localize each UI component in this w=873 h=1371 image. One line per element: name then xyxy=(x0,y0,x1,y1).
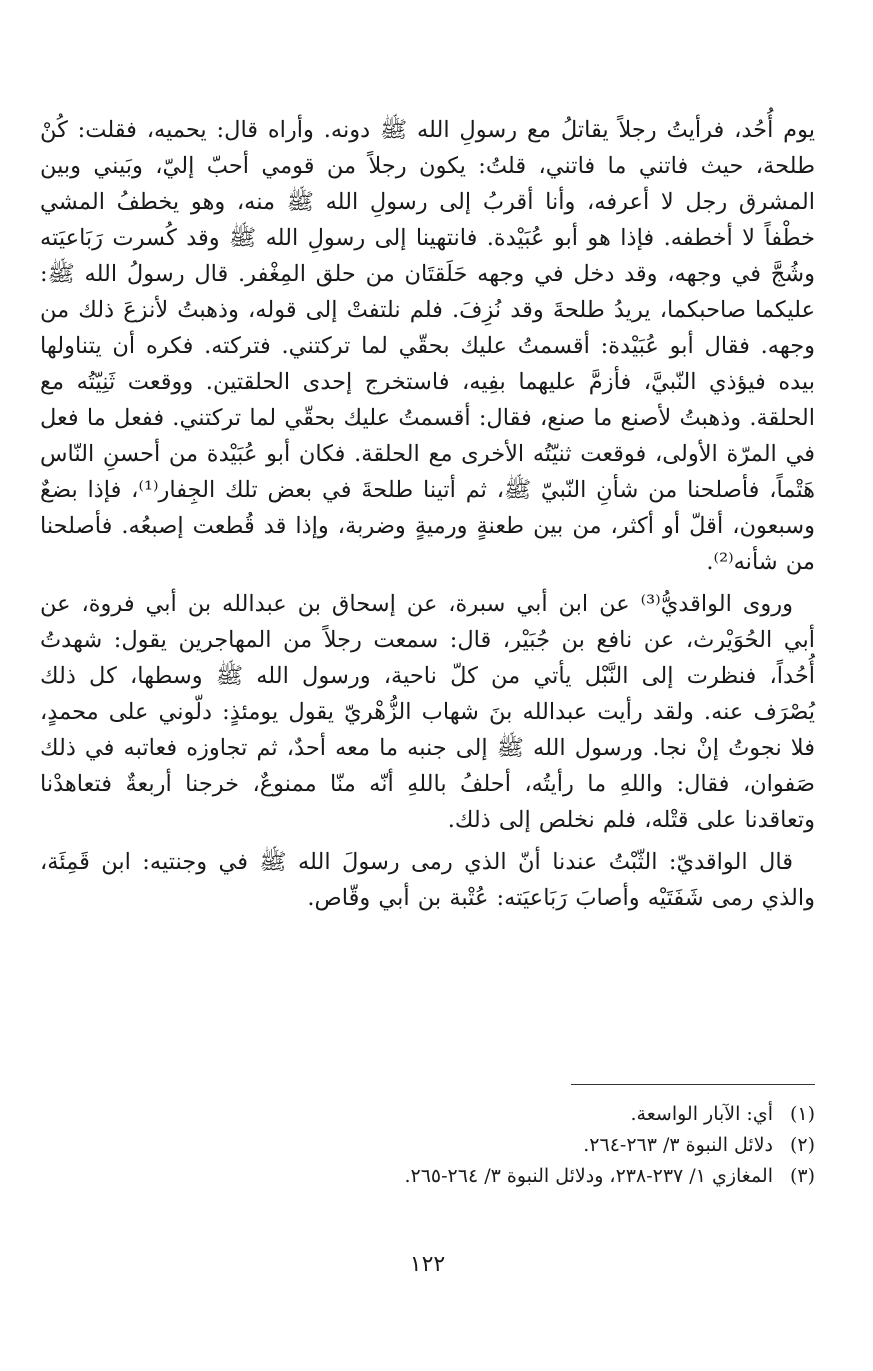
paragraph-3: قال الواقديّ: الثّبْتُ عندنا أنّ الذي رمى رسولَ الله ﷺ في وجنتيه: ابن قَمِئَة، والذي رمى شَفَتَيْه وأصابَ رَبَاعيَته: عُتْبة بن أبي وقّاص. xyxy=(40,849,815,911)
paragraph-1: يوم أُحُد، فرأيتُ رجلاً يقاتلُ مع رسولِ الله ﷺ دونه. وأراه قال: يحميه، فقلت: كُنْ طلحة، حيث فاتني ما فاتني، قلتُ: يكون رجلاً من قومي أحبّ إليّ، وبَيني وبين المشرق رجل لا أعرفه، وأنا أقربُ إلى رسولِ الله ﷺ منه، وهو يخطفُ المشي خطْفاً لا أخطفه. فإذا هو أبو عُبَيْدة. فانتهينا إلى رسولِ الله ﷺ وقد كُسرت رَبَاعيَته وشُجَّ في وجهه، وقد دخل في وجهه حَلَقتَان من حلق المِغْفر. قال رسولُ الله ﷺ: عليكما صاحبكما، يريدُ طلحةَ وقد نُزِفَ. فلم نلتفتْ إلى قوله، وذهبتُ لأنزعَ ذلك من وجهه. فقال أبو عُبَيْدة: أقسمتُ عليك بحقّي لما تركتني. فتركته. فكره أن يتناولها بيده فيؤذي النّبيَّ، فأزمَّ عليهما بفِيه، فاستخرج إحدى الحلقتين. ووقعت ثَنِيّتُه مع الحلقة. وذهبتُ لأصنع ما صنع، فقال: أقسمتُ عليك بحقّي لما تركتني. ففعل ما فعل في المرّة الأولى، فوقعت ثنيّتُه الأخرى مع الحلقة. فكان أبو عُبَيْدة من أحسنِ النّاس هَتْماً، فأصلحنا من شأنِ النّبيّ ﷺ، ثم أتينا طلحةَ في بعض تلك الجِفار⁽¹⁾، فإذا بضعٌ وسبعون، أقلّ أو أكثر، من بين طعنةٍ ورميةٍ وضربة، وإذا قد قُطعت إصبعُه. فأصلحنا من شأنه⁽²⁾. xyxy=(40,117,815,575)
footnote-text: دلائل النبوة ٣/ ٢٦٣-٢٦٤. xyxy=(583,1134,773,1156)
footnote-1 xyxy=(40,1099,815,1130)
footnote-marker: (٣) xyxy=(789,1165,815,1187)
footnote-2 xyxy=(40,1130,815,1161)
footnote-marker: (١) xyxy=(789,1103,815,1125)
paragraph-2: وروى الواقديُّ⁽³⁾ عن ابن أبي سبرة، عن إسحاق بن عبدالله بن أبي فروة، عن أبي الحُوَيْرث، عن نافع بن جُبَيْر، قال: سمعت رجلاً من المهاجرين يقول: شهدتُ أُحُداً، فنظرت إلى النَّبْل يأتي من كلّ ناحية، ورسول الله ﷺ وسطها، كل ذلك يُصْرَف عنه. ولقد رأيت عبدالله بنَ شهاب الزُّهْريّ يقول يومئذٍ: دلّوني على محمدٍ، فلا نجوتُ إنْ نجا. ورسول الله ﷺ إلى جنبه ما معه أحدٌ، ثم تجاوزه فعاتبه في ذلك صَفوان، فقال: واللهِ ما رأيتُه، أحلفُ باللهِ أنّه منّا ممنوعٌ، خرجنا أربعةٌ فتعاهدْنا وتعاقدنا على قتْله، فلم نخلص إلى ذلك. xyxy=(40,591,815,833)
footnote-3 xyxy=(40,1161,815,1192)
footnote-text: المغازي ١/ ٢٣٧-٢٣٨، ودلائل النبوة ٣/ ٢٦٤-٢٦٥. xyxy=(404,1165,773,1187)
page-body xyxy=(40,112,815,1371)
footnote-marker: (٢) xyxy=(789,1134,815,1156)
footnote-text: أي: الآبار الواسعة. xyxy=(630,1103,773,1125)
footnote-divider xyxy=(571,1084,815,1085)
page-number: ١٢٢ xyxy=(409,1252,446,1277)
footnotes xyxy=(40,1084,815,1192)
